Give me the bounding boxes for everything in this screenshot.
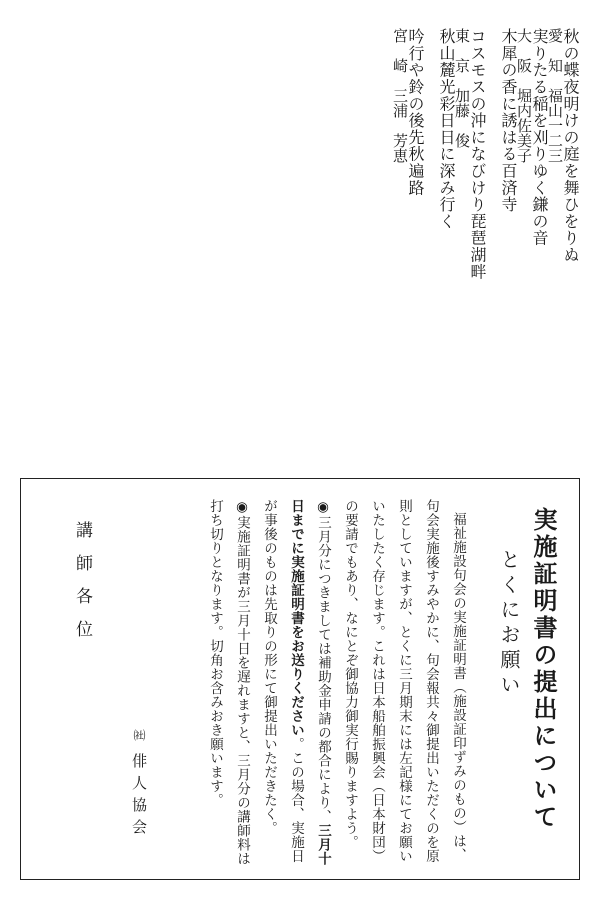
haiku-text: 吟行や鈴の後先秋遍路 <box>406 28 425 196</box>
haiku-text: 秋の蝶夜明けの庭を舞ひをりぬ <box>561 28 580 264</box>
haiku-entry <box>431 28 454 458</box>
haiku-entry <box>453 28 487 458</box>
author-name: 福山一二三 <box>546 87 564 163</box>
notice-paragraph-1-text: 福祉施設句会の実施証明書（施設証印ずみのもの）は、句会実施後すみやかに、句会報共々御提出いただくのを原則としていますが、とくに三月期末には左記様にてお願いいたしたく存じます。これは日本船舶振興会（日本財団）の要請でもあり、なにとぞ御協力御実行賜りますよう。 <box>342 499 466 863</box>
haiku-author <box>547 28 562 458</box>
haiku-author <box>392 28 407 458</box>
haiku-author <box>485 28 500 458</box>
signature <box>131 729 146 841</box>
notice-paragraph-1 <box>336 499 471 871</box>
notice-box <box>20 478 580 880</box>
notice-subtitle: とくにお願い <box>497 549 521 699</box>
notice-body <box>201 499 471 871</box>
corporation-mark: ㈳ <box>132 729 146 741</box>
haiku-section <box>391 28 580 458</box>
haiku-entry <box>515 28 549 458</box>
addressee: 講師各位 <box>72 521 92 653</box>
notice-paragraph-3-text: ◉実施証明書が三月十日を遅れますと、三月分の講師料は打ち切りとなります。切角お含みおき願います。 <box>207 499 250 866</box>
notice-title: 実施証明書の提出について <box>529 507 557 831</box>
notice-paragraph-2-prefix: ◉三月分につきましては補助金申請の都合により、 <box>315 499 331 824</box>
haiku-entry <box>391 28 425 458</box>
signature-org: 俳人協会 <box>130 753 148 841</box>
haiku-text: コスモスの沖になびけり琵琶湖畔 <box>468 28 487 280</box>
haiku-author <box>423 28 438 458</box>
haiku-text: 秋山麓光彩日日に深み行く <box>437 28 456 230</box>
haiku-author <box>454 28 469 458</box>
notice-paragraph-2 <box>255 499 336 871</box>
author-name: 堀内佐美子 <box>515 87 533 163</box>
haiku-entry <box>493 28 516 458</box>
haiku-author <box>516 28 531 458</box>
haiku-text: 実りたる稲を刈りゆく鎌の音 <box>530 28 549 247</box>
author-name: 三浦 芳恵 <box>391 87 409 163</box>
haiku-entry <box>546 28 580 458</box>
author-place: 東 京 <box>453 28 471 73</box>
author-place: 愛 知 <box>546 28 564 73</box>
author-place: 宮 崎 <box>391 28 409 73</box>
notice-deadline-emphasis: 三月十日までに実施証明書をお送りください <box>288 499 331 866</box>
haiku-text: 木犀の香に誘はる百済寺 <box>499 28 518 213</box>
author-place: 大 阪 <box>515 28 533 73</box>
author-name: 加藤 俊 <box>453 87 471 148</box>
notice-paragraph-3 <box>201 499 255 871</box>
notice-paragraph-2-suffix: 。この場合、実施日が事後のものは先取りの形にて御提出いただきたく。 <box>261 499 304 863</box>
